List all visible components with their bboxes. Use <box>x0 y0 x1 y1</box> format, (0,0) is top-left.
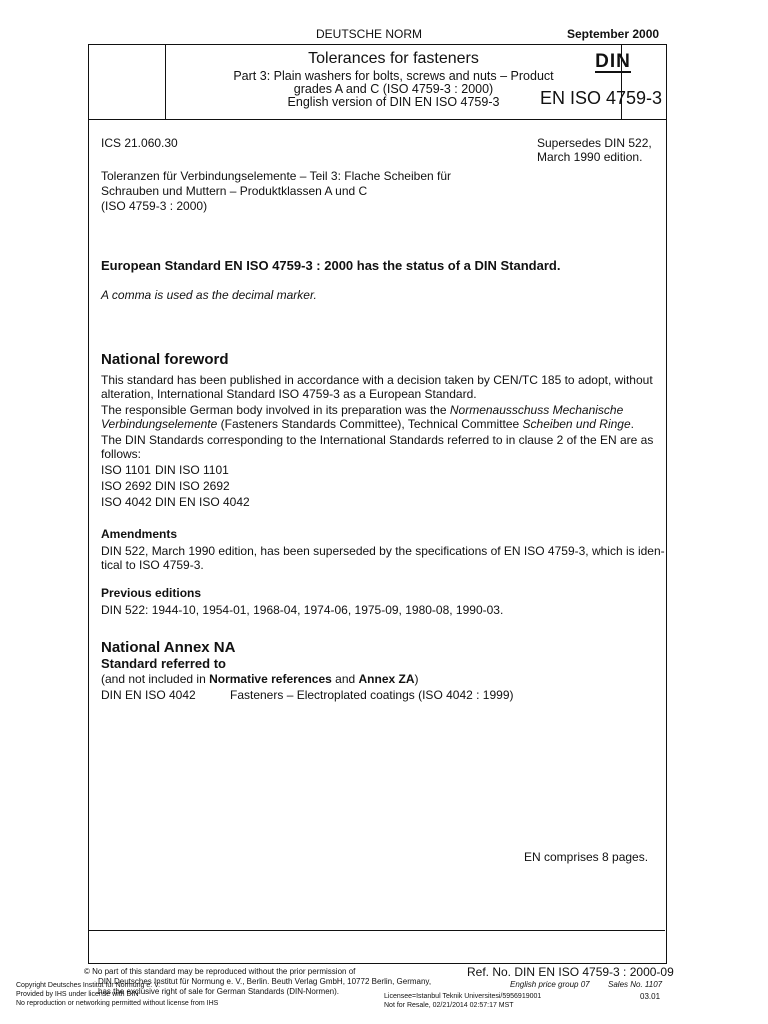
foreword-para3-line1: The DIN Standards corresponding to the International Standards referred to in clause 2 of the EN are as <box>101 433 654 447</box>
technical-committee-name: Scheiben und Ringe <box>522 417 631 431</box>
amendments-heading: Amendments <box>101 527 178 541</box>
foreword-para2-line2 <box>101 417 634 431</box>
annex-note-mid: and <box>331 672 359 686</box>
annex-note-pre: (and not included in <box>101 672 210 686</box>
document-title: Tolerances for fasteners <box>308 50 479 67</box>
ihs-line-3: No reproduction or networking permitted without license from IHS <box>16 1000 219 1007</box>
correspondence-iso-1: ISO 1101 <box>101 463 151 477</box>
document-subtitle-line-1: Part 3: Plain washers for bolts, screws and nuts – Product <box>233 69 554 83</box>
document-subtitle-line-2: grades A and C (ISO 4759-3 : 2000) <box>293 82 494 96</box>
committee-name-de: Normenausschuss Mechanische <box>449 403 624 417</box>
committee-name-de-cont: Verbindungselemente <box>101 417 218 431</box>
ihs-line-1: Copyright Deutsches Institut fur Normung e. V. <box>16 982 161 989</box>
annex-note-annex-za: Annex ZA <box>358 672 415 686</box>
norm-label: DEUTSCHE NORM <box>316 27 423 41</box>
annex-subheading: Standard referred to <box>101 656 226 671</box>
foreword-para1-line1: This standard has been published in accordance with a decision taken by CEN/TC 185 to adopt, without <box>101 373 653 387</box>
header-blank-cell <box>89 45 166 119</box>
copyright-line-1: © No part of this standard may be reproduced without the prior permission of <box>84 967 356 976</box>
german-title-line-1: Toleranzen für Verbindungselemente – Teil 3: Flache Scheiben für <box>101 169 451 183</box>
page-count-note: EN comprises 8 pages. <box>524 850 649 864</box>
foreword-para2-line1 <box>101 403 623 417</box>
ihs-line-2: Provided by IHS under license with DIN <box>16 991 139 998</box>
national-foreword-heading: National foreword <box>101 351 229 368</box>
correspondence-din-3: DIN EN ISO 4042 <box>155 495 250 509</box>
correspondence-iso-3: ISO 4042 <box>101 495 152 509</box>
previous-editions-heading: Previous editions <box>101 586 202 600</box>
reference-number: Ref. No. DIN EN ISO 4759-3 : 2000-09 <box>467 965 674 979</box>
sales-number: Sales No. 1107 <box>608 980 663 989</box>
annex-note-end: ) <box>414 672 419 686</box>
copyright-line-3: has the exclusive right of sale for German Standards (DIN-Normen). <box>98 987 339 996</box>
correspondence-iso-2: ISO 2692 <box>101 479 152 493</box>
german-title-line-2: Schrauben und Muttern – Produktklassen A und C <box>101 184 368 198</box>
price-group: English price group 07 <box>510 980 590 989</box>
foreword-para2-mid: (Fasteners Standards Committee), Technical Committee <box>217 417 523 431</box>
annex-note <box>101 672 419 686</box>
correspondence-din-2: DIN ISO 2692 <box>155 479 230 493</box>
ics-code: ICS 21.060.30 <box>101 136 178 150</box>
foreword-para2-text: The responsible German body involved in its preparation was the <box>101 403 450 417</box>
annex-ref-number: DIN EN ISO 4042 <box>101 688 196 702</box>
amendments-line-2: tical to ISO 4759-3. <box>101 558 204 572</box>
annex-note-normative-refs: Normative references <box>209 672 332 686</box>
footer-divider <box>88 930 665 931</box>
copyright-line-2: DIN Deutsches Institut für Normung e. V., Berlin. Beuth Verlag GmbH, 10772 Berlin, Germany, <box>98 977 432 986</box>
foreword-para1-line2: alteration, International Standard ISO 4759-3 as a European Standard. <box>101 387 477 401</box>
licensee-line-1: Licensee=Istanbul Teknik Universitesi/5956919001 <box>384 993 542 1000</box>
publication-date: September 2000 <box>567 27 660 41</box>
supersedes-line-2: March 1990 edition. <box>537 150 643 164</box>
document-code: 03.01 <box>640 992 661 1001</box>
annex-ref-title: Fasteners – Electroplated coatings (ISO 4042 : 1999) <box>230 688 514 702</box>
page-frame <box>88 118 667 964</box>
german-title-line-3: (ISO 4759-3 : 2000) <box>101 199 208 213</box>
document-subtitle-line-3: English version of DIN EN ISO 4759-3 <box>287 95 500 109</box>
standard-number: EN ISO 4759-3 <box>540 88 663 108</box>
amendments-line-1: DIN 522, March 1990 edition, has been superseded by the specifications of EN ISO 4759-3, which is iden- <box>101 544 665 558</box>
supersedes-line-1: Supersedes DIN 522, <box>537 136 652 150</box>
status-statement: European Standard EN ISO 4759-3 : 2000 has the status of a DIN Standard. <box>101 258 561 273</box>
licensee-line-2: Not for Resale, 02/21/2014 02:57:17 MST <box>384 1002 514 1009</box>
decimal-marker-note: A comma is used as the decimal marker. <box>101 288 317 302</box>
din-logo: DIN <box>595 51 631 72</box>
foreword-para2-end: . <box>630 417 634 431</box>
correspondence-din-1: DIN ISO 1101 <box>155 463 229 477</box>
annex-heading: National Annex NA <box>101 639 236 656</box>
previous-editions-text: DIN 522: 1944-10, 1954-01, 1968-04, 1974-06, 1975-09, 1980-08, 1990-03. <box>101 603 504 617</box>
foreword-para3-line2: follows: <box>101 447 142 461</box>
